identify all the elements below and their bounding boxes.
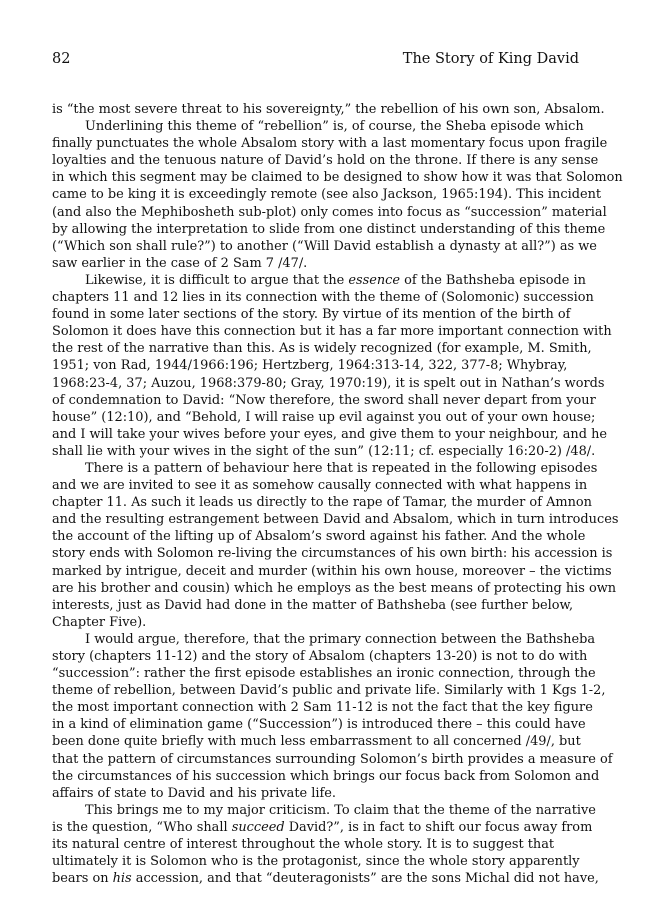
text-line xyxy=(52,733,584,750)
text-run: affairs of state to David and his private life. xyxy=(52,785,336,801)
text-line xyxy=(52,221,606,238)
paragraph xyxy=(52,631,613,802)
text-run: Chapter Five). xyxy=(52,614,147,630)
text-line xyxy=(52,836,584,853)
text-line xyxy=(52,101,605,118)
text-run: chapter 11. As such it leads us directly to the rape of Tamar, the murder of Amnon xyxy=(52,495,592,511)
italic-text: his xyxy=(112,871,132,887)
text-run: ultimately it is Solomon who is the protagonist, since the whole story apparently xyxy=(52,854,580,870)
text-line xyxy=(52,614,584,631)
text-line xyxy=(52,751,613,768)
text-run: its natural centre of interest throughout the whole story. It is to suggest that xyxy=(52,837,555,853)
text-line xyxy=(52,169,623,186)
text-run: There is a pattern of behaviour here that is repeated in the following episodes xyxy=(85,460,598,476)
text-run: been done quite briefly with much less embarrassment to all concerned /49/, but xyxy=(52,734,581,750)
paragraph xyxy=(52,272,612,460)
text-run: came to be king it is exceedingly remote (see also Jackson, 1965:194). This incident xyxy=(52,187,602,203)
text-line xyxy=(52,357,584,374)
text-line xyxy=(52,118,584,135)
text-run: the most important connection with 2 Sam 11-12 is not the fact that the key figure xyxy=(52,700,593,716)
text-line xyxy=(52,238,597,255)
running-header xyxy=(52,51,579,73)
text-line xyxy=(52,426,607,443)
text-run: and I will take your wives before your eyes, and give them to your neighbour, and he xyxy=(52,426,607,442)
text-line xyxy=(52,768,600,785)
text-line xyxy=(52,477,588,494)
text-run: and the resulting estrangement between David and Absalom, which in turn introduces xyxy=(52,512,619,528)
text-line xyxy=(52,511,619,528)
text-line xyxy=(52,597,584,614)
text-run: Likewise, it is difficult to argue that the xyxy=(85,272,349,288)
text-run: story (chapters 11-12) and the story of Absalom (chapters 13-20) is not to do with xyxy=(52,649,588,664)
text-line xyxy=(52,306,584,323)
text-run: of the Bathsheba episode in xyxy=(400,272,586,288)
text-run: (“Which son shall rule?”) to another (“Will David establish a dynasty at all?”) as we xyxy=(52,238,597,254)
text-run: the account of the lifting up of Absalom’s sword against his father. And the whole xyxy=(52,529,586,545)
text-line xyxy=(52,204,607,221)
text-run: the rest of the narrative than this. As is widely recognized (for example, M. Smith, xyxy=(52,341,592,357)
paragraph xyxy=(52,118,623,272)
text-line xyxy=(52,545,613,562)
text-run: theme of rebellion, between David’s public and private life. Similarly with 1 Kgs 1-2, xyxy=(52,683,606,699)
text-run: of condemnation to David: “Now therefore, the sword shall never depart from your xyxy=(52,392,596,408)
text-run: in a kind of elimination game (“Succession”) is introduced there – this could have xyxy=(52,717,586,733)
text-line xyxy=(52,289,594,306)
text-line xyxy=(52,494,592,511)
text-run: David?”, is in fact to shift our focus away from xyxy=(284,819,593,835)
text-run: is the question, “Who shall xyxy=(52,819,232,835)
text-run: marked by intrigue, deceit and murder (within his own house, moreover – the victims xyxy=(52,563,612,579)
text-line xyxy=(52,580,617,597)
text-line xyxy=(52,460,598,477)
italic-text: succeed xyxy=(231,819,285,835)
text-run: “succession”: rather the first episode establishes an ironic connection, through the xyxy=(52,666,596,682)
text-run: and we are invited to see it as somehow causally connected with what happens in xyxy=(52,478,588,494)
text-line xyxy=(52,272,584,289)
text-run: in which this segment may be claimed to be designed to show how it was that Solomon xyxy=(52,170,623,186)
text-line xyxy=(52,186,602,203)
text-run: saw earlier in the case of 2 Sam 7 /47/. xyxy=(52,255,308,271)
text-line xyxy=(52,443,596,460)
text-run: are his brother and cousin) which he employs as the best means of protecting his own xyxy=(52,580,617,596)
text-line xyxy=(52,340,592,357)
text-run: accession, and that “deuteragonists” are the sons Michal did not have, xyxy=(131,871,599,887)
italic-text: essence xyxy=(348,272,400,288)
text-line xyxy=(52,716,584,733)
text-run: shall lie with your wives in the sight of the sun” (12:11; cf. especially 16:20-2) /48/. xyxy=(52,443,596,459)
text-run: This brings me to my major criticism. To claim that the theme of the narrative xyxy=(85,802,596,818)
text-line xyxy=(52,648,588,665)
paragraph xyxy=(52,802,599,887)
text-line xyxy=(52,323,612,340)
text-run: story ends with Solomon re-living the circumstances of his own birth: his accession is xyxy=(52,546,613,562)
text-line xyxy=(52,802,596,819)
running-title: The Story of King David xyxy=(402,51,579,67)
text-run: loyalties and the tenuous nature of David’s hold on the throne. If there is any sense xyxy=(52,153,599,169)
body-text xyxy=(52,101,623,887)
text-run: Solomon it does have this connection but it has a far more important connection with xyxy=(52,324,612,340)
text-run: the circumstances of his succession which brings our focus back from Solomon and xyxy=(52,768,600,784)
paragraph xyxy=(52,460,619,631)
text-line xyxy=(52,699,593,716)
text-line xyxy=(52,819,593,836)
text-run: Underlining this theme of “rebellion” is, of course, the Sheba episode which xyxy=(85,119,584,135)
text-run: interests, just as David had done in the matter of Bathsheba (see further below, xyxy=(52,597,574,613)
text-run: found in some later sections of the story. By virtue of its mention of the birth of xyxy=(52,307,571,323)
text-run: (and also the Mephibosheth sub-plot) only comes into focus as “succession” material xyxy=(52,204,607,220)
text-run: chapters 11 and 12 lies in its connection with the theme of (Solomonic) succession xyxy=(52,290,594,306)
text-line xyxy=(52,631,596,648)
text-run: bears on xyxy=(52,871,113,887)
text-run: by allowing the interpretation to slide from one distinct understanding of this theme xyxy=(52,221,606,237)
text-run: 1968:23-4, 37; Auzou, 1968:379-80; Gray, 1970:19), it is spelt out in Nathan’s words xyxy=(52,375,605,391)
text-line xyxy=(52,135,608,152)
text-run: that the pattern of circumstances surrounding Solomon’s birth provides a measure of xyxy=(52,751,613,767)
text-line xyxy=(52,853,584,870)
text-line xyxy=(52,785,584,802)
paragraph xyxy=(52,101,605,118)
text-line xyxy=(52,665,596,682)
text-run: finally punctuates the whole Absalom story with a last momentary focus upon fragile xyxy=(52,136,608,152)
text-line xyxy=(52,392,596,409)
text-line xyxy=(52,152,599,169)
text-line xyxy=(52,870,599,887)
text-line xyxy=(52,255,584,272)
text-line xyxy=(52,528,584,545)
text-run: 1951; von Rad, 1944/1966:196; Hertzberg, 1964:313-14, 322, 377-8; Whybray, xyxy=(52,358,568,374)
text-line xyxy=(52,682,606,699)
text-line xyxy=(52,563,612,580)
text-run: I would argue, therefore, that the primary connection between the Bathsheba xyxy=(85,631,596,647)
text-run: house” (12:10), and “Behold, I will raise up evil against you out of your own house; xyxy=(52,409,596,425)
page-number: 82 xyxy=(52,51,71,67)
text-line xyxy=(52,375,605,392)
text-line xyxy=(52,409,596,426)
text-run: is “the most severe threat to his sovereignty,” the rebellion of his own son, Absalom. xyxy=(52,102,605,117)
